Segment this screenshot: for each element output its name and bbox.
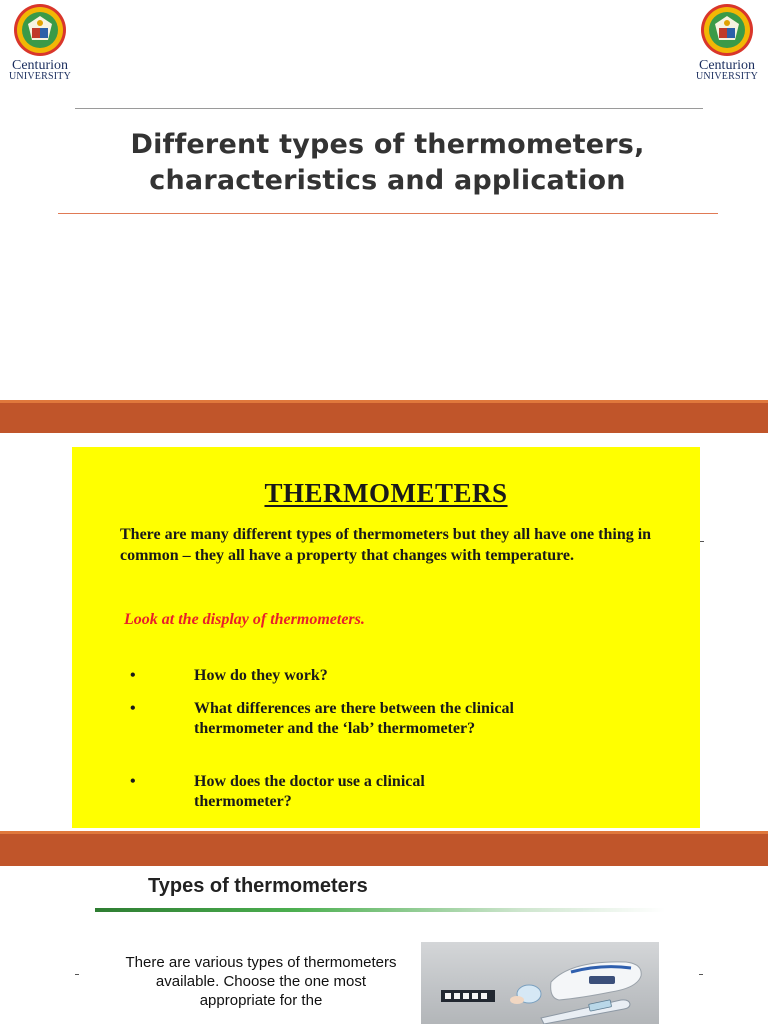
slide-title [60,127,715,199]
logo-subtitle: UNIVERSITY [696,71,758,82]
university-seal-icon [695,2,759,58]
bullet-text: How do they work? [194,667,328,684]
centurion-logo-left [5,2,75,82]
slide-title: Types of thermometers [148,875,368,897]
instruction-note: Look at the display of thermometers. [124,611,365,628]
bullet-text: What differences are there between the clinical thermometer and the ‘lab’ thermometer? [194,700,514,737]
title-slide [0,0,768,400]
thermometers-slide [0,433,768,831]
logo-subtitle: UNIVERSITY [9,71,71,82]
bullet-dot: • [130,667,136,684]
box-heading: THERMOMETERS [264,478,508,508]
intro-paragraph: There are many different types of thermometers but they all have one thing in common – they all have a property that changes with temperature. [120,526,652,564]
edge-mark [700,541,704,542]
top-divider [75,108,703,109]
title-underline [58,213,718,214]
thermometers-photo-image [421,942,659,1024]
bullet-dot: • [130,773,136,790]
logo-name: Centurion [699,58,755,73]
edge-mark [699,974,703,975]
slide-title-line-2: characteristics and application [149,165,626,196]
edge-mark [75,974,79,975]
green-title-rule [95,908,665,912]
bullet-text: How does the doctor use a clinical thermometer? [194,773,425,810]
body-text: There are various types of thermometers available. Choose the one most appropriate for the [125,954,397,1009]
slide-separator-band [0,831,768,866]
thermometers-photo [421,942,659,1024]
bullet-dot: • [130,700,136,717]
logo-name: Centurion [12,58,68,73]
slide-separator-band [0,400,768,433]
types-slide [0,866,768,1024]
university-seal-icon [8,2,72,58]
yellow-content-box [72,447,700,828]
slide-title-line-1: Different types of thermometers, [130,129,645,160]
centurion-logo-right [692,2,762,82]
